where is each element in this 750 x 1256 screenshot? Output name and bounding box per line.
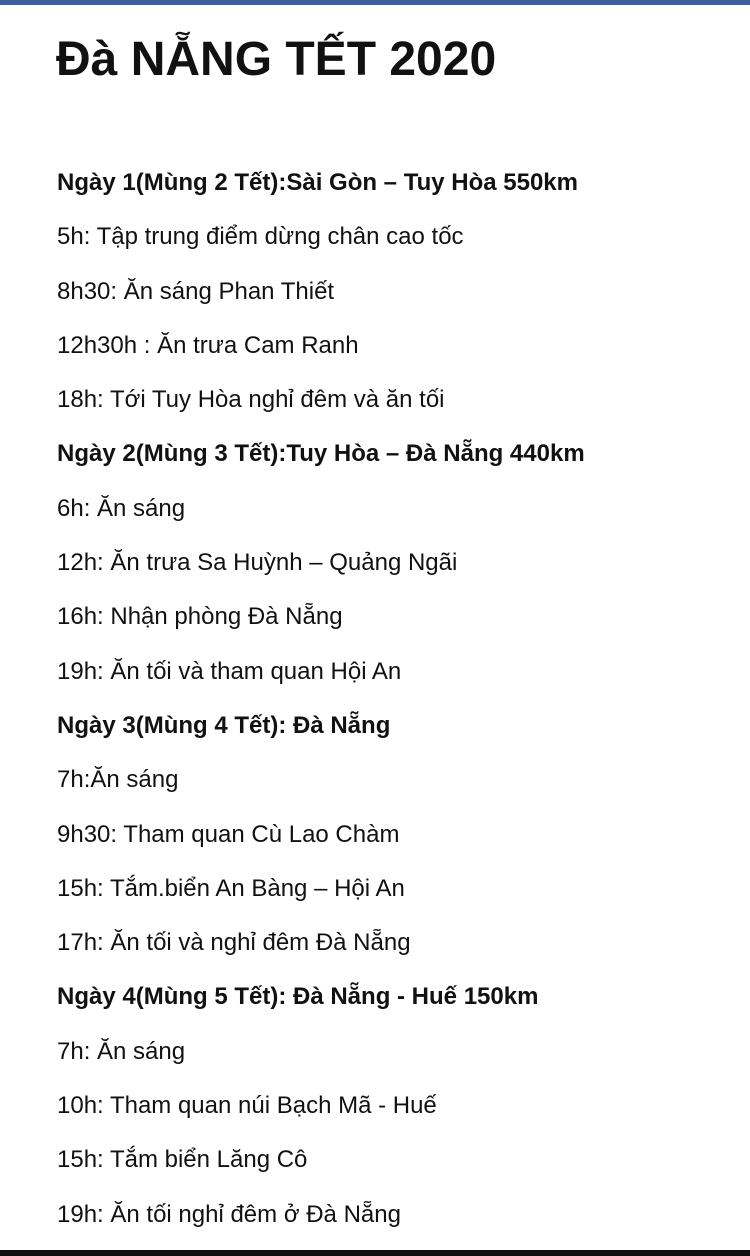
- schedule-item: 19h: Ăn tối nghỉ đêm ở Đà Nẵng: [57, 1200, 401, 1228]
- schedule-item: 16h: Nhận phòng Đà Nẵng: [57, 603, 343, 631]
- document-title: Đà NẴNG TẾT 2020: [56, 33, 497, 86]
- schedule-item: 18h: Tới Tuy Hòa nghỉ đêm và ăn tối: [57, 386, 445, 414]
- schedule-item: 9h30: Tham quan Cù Lao Chàm: [57, 820, 400, 848]
- schedule-item: 12h: Ăn trưa Sa Huỳnh – Quảng Ngãi: [57, 549, 458, 577]
- schedule-item: 10h: Tham quan núi Bạch Mã - Huế: [57, 1092, 437, 1120]
- schedule-item: 17h: Ăn tối và nghỉ đêm Đà Nẵng: [57, 929, 411, 957]
- schedule-item: 8h30: Ăn sáng Phan Thiết: [57, 277, 335, 305]
- bottom-border-bar: [0, 1250, 750, 1256]
- schedule-item: 7h:Ăn sáng: [57, 766, 179, 794]
- day-heading: Ngày 2(Mùng 3 Tết):Tuy Hòa – Đà Nẵng 440km: [57, 440, 585, 468]
- day-heading: Ngày 1(Mùng 2 Tết):Sài Gòn – Tuy Hòa 550km: [57, 169, 578, 196]
- day-heading: Ngày 3(Mùng 4 Tết): Đà Nẵng: [57, 711, 391, 739]
- schedule-item: 7h: Ăn sáng: [57, 1037, 186, 1065]
- schedule-item: 5h: Tập trung điểm dừng chân cao tốc: [57, 223, 464, 251]
- schedule-item: 19h: Ăn tối và tham quan Hội An: [57, 657, 402, 685]
- day-heading: Ngày 4(Mùng 5 Tết): Đà Nẵng - Huế 150km: [57, 983, 539, 1011]
- itinerary-list: [57, 166, 585, 1252]
- schedule-item: 15h: Tắm biển Lăng Cô: [57, 1146, 308, 1174]
- schedule-item: 12h30h : Ăn trưa Cam Ranh: [57, 331, 359, 359]
- schedule-item: 6h: Ăn sáng: [57, 494, 186, 522]
- schedule-item: 15h: Tắm.biển An Bàng – Hội An: [57, 874, 405, 902]
